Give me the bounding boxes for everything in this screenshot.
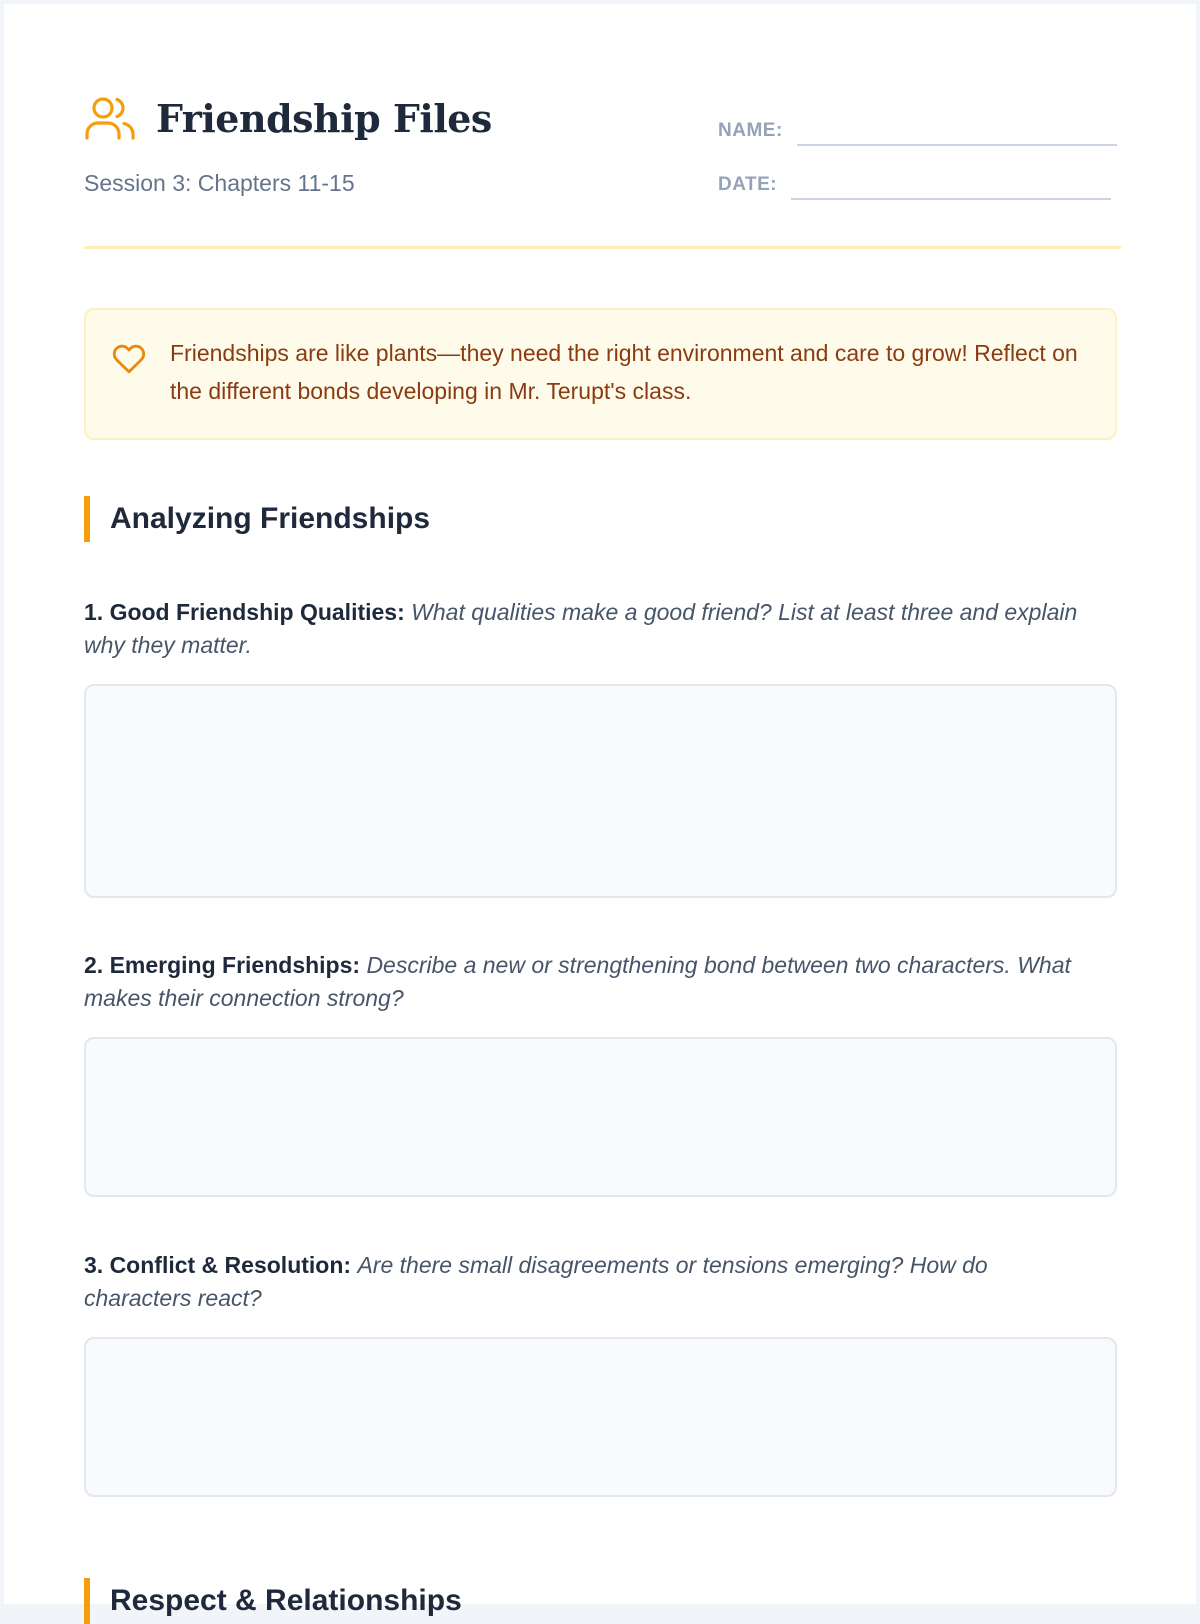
question-2 [84,949,1094,1015]
name-field [718,114,1117,146]
name-line[interactable] [797,114,1117,146]
date-label: DATE: [718,174,778,195]
answer-box-3[interactable] [84,1337,1117,1497]
question-3-label: 3. Conflict & Resolution: [84,1252,352,1278]
intro-callout [84,308,1117,440]
question-3 [84,1249,1094,1315]
worksheet-page [4,4,1196,1617]
title-row [84,88,492,148]
section-heading-analyzing-friendships: Analyzing Friendships [84,496,430,542]
question-1 [84,596,1094,662]
users-icon [84,92,136,144]
question-2-prompt: Describe a new or strengthening bond between two characters. What makes their connection strong? [84,952,1071,1011]
worksheet-header [84,84,1121,249]
page-title: Friendship Files [156,95,492,141]
question-1-prompt: What qualities make a good friend? List at least three and explain why they matter. [84,599,1078,658]
name-label: NAME: [718,120,783,141]
question-1-label: 1. Good Friendship Qualities: [84,599,405,625]
answer-box-2[interactable] [84,1037,1117,1197]
question-2-label: 2. Emerging Friendships: [84,952,361,978]
callout-text: Friendships are like plants—they need the right environment and care to grow! Reflect on the different bonds developing in Mr. Terupt's class. [170,340,1078,404]
heart-icon [112,342,146,376]
session-subtitle: Session 3: Chapters 11-15 [84,170,355,196]
date-line[interactable] [791,168,1111,200]
date-field [718,168,1111,200]
question-3-prompt: Are there small disagreements or tensions emerging? How do characters react? [84,1252,988,1311]
section-heading-respect-relationships: Respect & Relationships [84,1578,462,1624]
answer-box-1[interactable] [84,684,1117,898]
